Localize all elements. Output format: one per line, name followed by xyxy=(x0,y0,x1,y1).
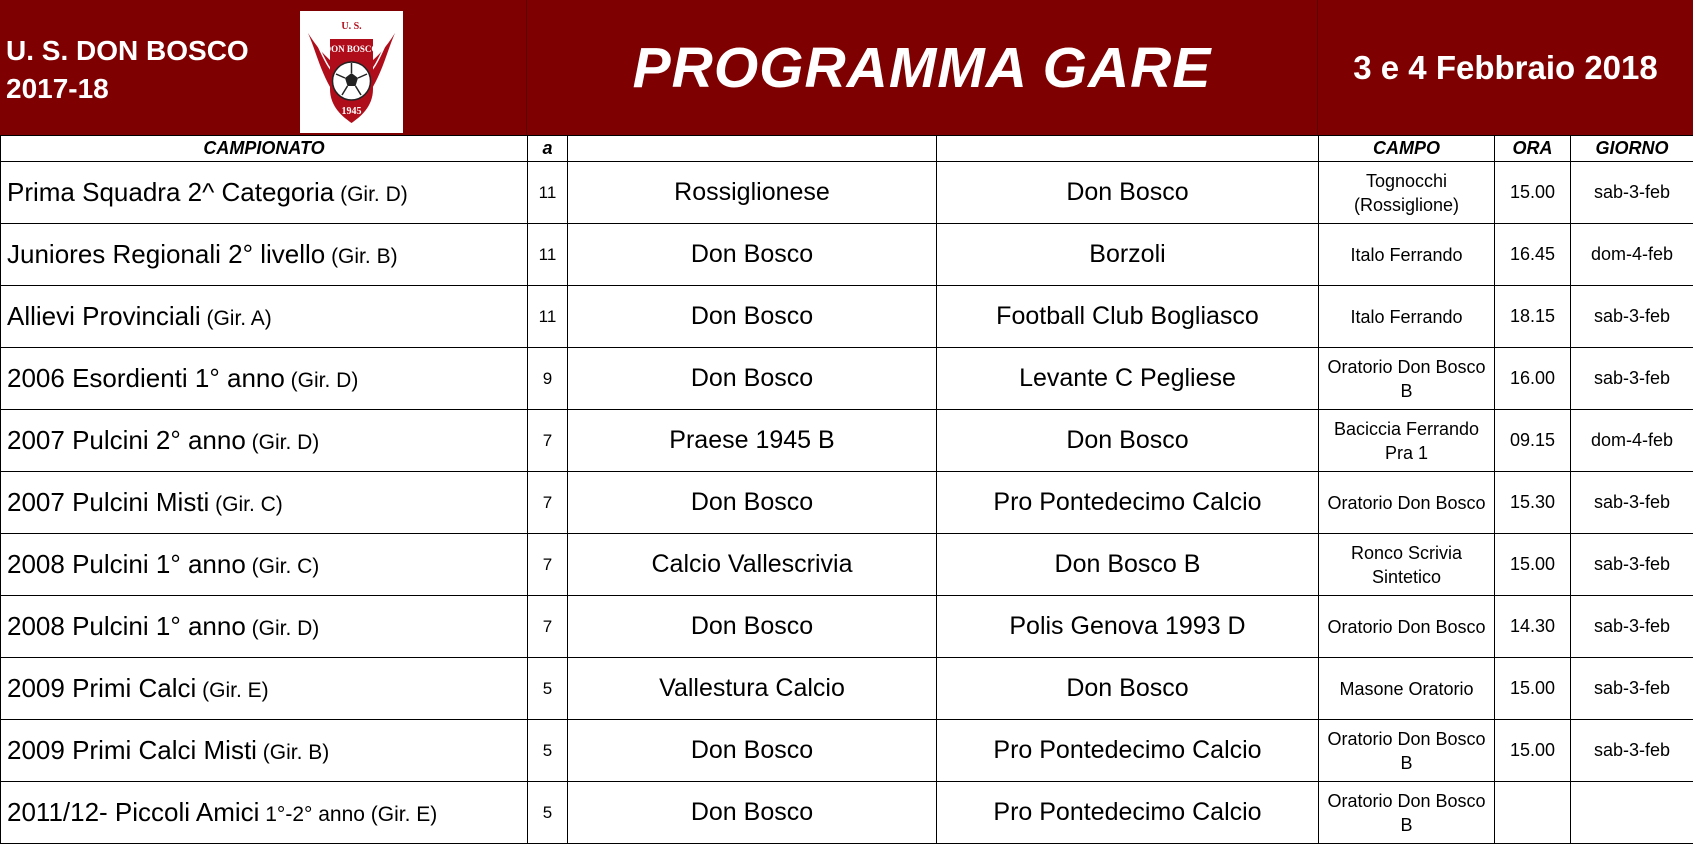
cell-campo: Oratorio Don Bosco B xyxy=(1319,348,1495,410)
date-block xyxy=(1318,0,1693,135)
cell-campionato xyxy=(1,720,528,782)
club-season: 2017-18 xyxy=(6,73,109,104)
cell-giorno: sab-3-feb xyxy=(1571,348,1693,410)
championship-group: (Gir. E) xyxy=(196,679,269,702)
cell-giorno: sab-3-feb xyxy=(1571,162,1693,224)
cell-giorno: sab-3-feb xyxy=(1571,286,1693,348)
cell-campo: Oratorio Don Bosco B xyxy=(1319,782,1495,844)
championship-group: (Gir. D) xyxy=(245,431,320,454)
logo-name-text: DON BOSCO xyxy=(324,44,379,54)
col-header-round: a xyxy=(528,136,568,162)
cell-away-team: Levante C Pegliese xyxy=(937,348,1319,410)
page-title: PROGRAMMA GARE xyxy=(632,35,1212,100)
cell-round: 7 xyxy=(528,410,568,472)
championship-group: (Gir. C) xyxy=(209,493,283,516)
championship-name: 2007 Pulcini 2° anno xyxy=(7,425,246,455)
schedule-date: 3 e 4 Febbraio 2018 xyxy=(1353,48,1658,86)
games-table xyxy=(0,135,1693,844)
cell-away-team: Don Bosco xyxy=(937,658,1319,720)
cell-ora: 15.00 xyxy=(1495,658,1571,720)
championship-name: 2007 Pulcini Misti xyxy=(7,487,210,517)
table-row xyxy=(1,410,1693,472)
cell-home-team: Praese 1945 B xyxy=(568,410,937,472)
cell-ora: 15.30 xyxy=(1495,472,1571,534)
soccer-ball-shield-icon xyxy=(300,11,403,133)
cell-giorno: dom-4-feb xyxy=(1571,224,1693,286)
cell-round: 5 xyxy=(528,658,568,720)
logo-year-text: 1945 xyxy=(341,106,362,117)
table-row xyxy=(1,658,1693,720)
cell-away-team: Pro Pontedecimo Calcio xyxy=(937,472,1319,534)
cell-giorno: sab-3-feb xyxy=(1571,658,1693,720)
cell-round: 5 xyxy=(528,782,568,844)
cell-giorno xyxy=(1571,782,1693,844)
cell-ora: 09.15 xyxy=(1495,410,1571,472)
cell-round: 11 xyxy=(528,224,568,286)
table-row xyxy=(1,348,1693,410)
cell-home-team: Rossiglionese xyxy=(568,162,937,224)
cell-campionato xyxy=(1,782,528,844)
cell-campo: Oratorio Don Bosco xyxy=(1319,472,1495,534)
cell-away-team: Polis Genova 1993 D xyxy=(937,596,1319,658)
table-row xyxy=(1,224,1693,286)
cell-giorno: sab-3-feb xyxy=(1571,596,1693,658)
cell-home-team: Don Bosco xyxy=(568,782,937,844)
championship-group: 1°-2° anno (Gir. E) xyxy=(259,803,438,826)
championship-group: (Gir. B) xyxy=(256,741,330,764)
cell-ora: 15.00 xyxy=(1495,534,1571,596)
championship-name: 2009 Primi Calci xyxy=(7,673,197,703)
cell-giorno: sab-3-feb xyxy=(1571,720,1693,782)
cell-home-team: Don Bosco xyxy=(568,224,937,286)
cell-home-team: Calcio Vallescrivia xyxy=(568,534,937,596)
col-header-home xyxy=(568,136,937,162)
cell-campionato xyxy=(1,348,528,410)
games-body xyxy=(1,162,1693,844)
cell-home-team: Don Bosco xyxy=(568,472,937,534)
table-row xyxy=(1,782,1693,844)
title-block xyxy=(527,0,1318,135)
table-row xyxy=(1,162,1693,224)
cell-giorno: dom-4-feb xyxy=(1571,410,1693,472)
col-header-giorno: GIORNO xyxy=(1571,136,1693,162)
championship-group: (Gir. A) xyxy=(200,307,272,330)
championship-name: 2009 Primi Calci Misti xyxy=(7,735,257,765)
championship-group: (Gir. D) xyxy=(245,617,320,640)
cell-ora: 16.00 xyxy=(1495,348,1571,410)
championship-name: Allievi Provinciali xyxy=(7,301,201,331)
table-row xyxy=(1,596,1693,658)
cell-campo: Oratorio Don Bosco xyxy=(1319,596,1495,658)
col-header-ora: ORA xyxy=(1495,136,1571,162)
col-header-away xyxy=(937,136,1319,162)
cell-home-team: Don Bosco xyxy=(568,720,937,782)
cell-campionato xyxy=(1,596,528,658)
championship-name: 2011/12- Piccoli Amici xyxy=(7,797,260,827)
championship-name: 2006 Esordienti 1° anno xyxy=(7,363,285,393)
cell-away-team: Don Bosco xyxy=(937,162,1319,224)
cell-giorno: sab-3-feb xyxy=(1571,534,1693,596)
club-block xyxy=(0,0,527,135)
cell-campo: Italo Ferrando xyxy=(1319,224,1495,286)
club-name-line1: U. S. DON BOSCO xyxy=(6,35,249,66)
championship-group: (Gir. B) xyxy=(325,245,398,268)
cell-away-team: Borzoli xyxy=(937,224,1319,286)
cell-campo: Masone Oratorio xyxy=(1319,658,1495,720)
cell-campo: Italo Ferrando xyxy=(1319,286,1495,348)
cell-ora: 18.15 xyxy=(1495,286,1571,348)
logo-top-text: U. S. xyxy=(341,21,362,32)
championship-name: Juniores Regionali 2° livello xyxy=(7,239,326,269)
table-row xyxy=(1,286,1693,348)
table-row xyxy=(1,472,1693,534)
cell-campionato xyxy=(1,224,528,286)
cell-round: 11 xyxy=(528,286,568,348)
championship-name: 2008 Pulcini 1° anno xyxy=(7,611,246,641)
cell-campionato xyxy=(1,162,528,224)
cell-round: 9 xyxy=(528,348,568,410)
header-band xyxy=(0,0,1693,135)
cell-away-team: Don Bosco xyxy=(937,410,1319,472)
championship-name: 2008 Pulcini 1° anno xyxy=(7,549,246,579)
cell-home-team: Don Bosco xyxy=(568,348,937,410)
cell-campionato xyxy=(1,658,528,720)
cell-home-team: Don Bosco xyxy=(568,286,937,348)
cell-away-team: Don Bosco B xyxy=(937,534,1319,596)
cell-campionato xyxy=(1,472,528,534)
cell-ora: 15.00 xyxy=(1495,162,1571,224)
club-logo xyxy=(300,11,403,133)
cell-home-team: Don Bosco xyxy=(568,596,937,658)
championship-name: Prima Squadra 2^ Categoria xyxy=(7,177,335,207)
cell-away-team: Pro Pontedecimo Calcio xyxy=(937,782,1319,844)
cell-round: 5 xyxy=(528,720,568,782)
championship-group: (Gir. D) xyxy=(284,369,359,392)
cell-away-team: Football Club Bogliasco xyxy=(937,286,1319,348)
cell-campo: Oratorio Don Bosco B xyxy=(1319,720,1495,782)
cell-campionato xyxy=(1,534,528,596)
cell-campionato xyxy=(1,286,528,348)
cell-round: 7 xyxy=(528,472,568,534)
cell-home-team: Vallestura Calcio xyxy=(568,658,937,720)
club-name xyxy=(6,32,249,108)
cell-ora: 15.00 xyxy=(1495,720,1571,782)
table-row xyxy=(1,534,1693,596)
cell-campo: Ronco Scrivia Sintetico xyxy=(1319,534,1495,596)
cell-round: 7 xyxy=(528,596,568,658)
cell-round: 11 xyxy=(528,162,568,224)
table-row xyxy=(1,720,1693,782)
cell-campo: Baciccia Ferrando Pra 1 xyxy=(1319,410,1495,472)
cell-ora xyxy=(1495,782,1571,844)
header-row xyxy=(1,136,1693,162)
cell-ora: 16.45 xyxy=(1495,224,1571,286)
cell-campo: Tognocchi (Rossiglione) xyxy=(1319,162,1495,224)
cell-round: 7 xyxy=(528,534,568,596)
championship-group: (Gir. D) xyxy=(334,183,408,206)
col-header-campionato: CAMPIONATO xyxy=(1,136,528,162)
cell-campionato xyxy=(1,410,528,472)
championship-group: (Gir. C) xyxy=(245,555,320,578)
cell-ora: 14.30 xyxy=(1495,596,1571,658)
col-header-campo: CAMPO xyxy=(1319,136,1495,162)
cell-giorno: sab-3-feb xyxy=(1571,472,1693,534)
cell-away-team: Pro Pontedecimo Calcio xyxy=(937,720,1319,782)
